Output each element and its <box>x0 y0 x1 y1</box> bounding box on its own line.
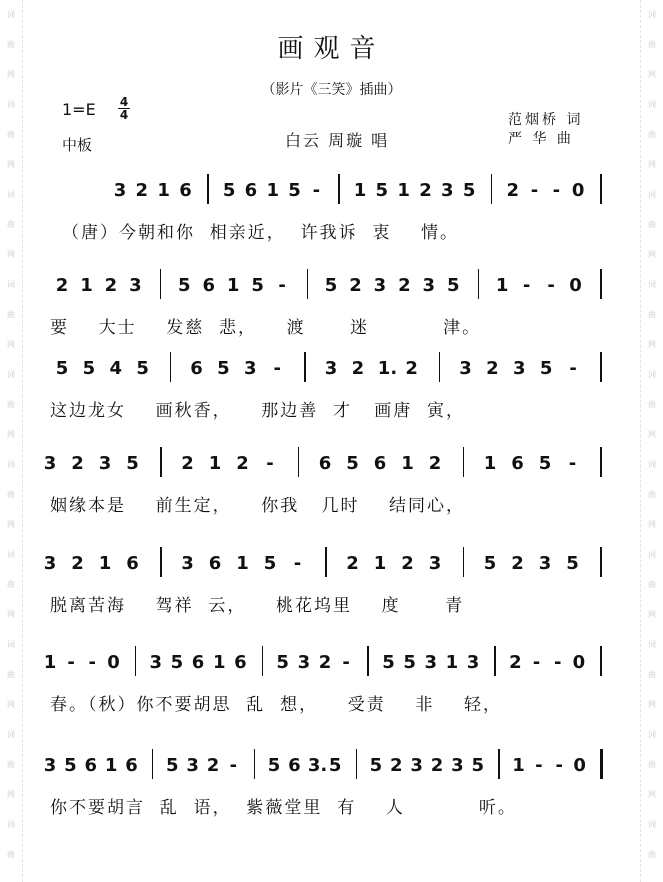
note: 3 <box>297 652 311 673</box>
barline <box>254 749 256 779</box>
note: 5 <box>538 453 552 474</box>
barline <box>498 749 500 779</box>
note: 5 <box>328 755 342 776</box>
note: 6 <box>234 652 247 673</box>
watermark-glyph: 词 <box>7 190 15 199</box>
extension-dash: - <box>312 180 321 201</box>
watermark-glyph: 词 <box>7 10 15 19</box>
note: 5 <box>375 180 389 201</box>
singers: 白云 周璇 唱 <box>285 131 390 150</box>
watermark-glyph: 词 <box>7 550 15 559</box>
watermark-glyph: 网 <box>648 70 656 79</box>
note: 5 <box>136 358 149 379</box>
watermark-glyph: 网 <box>648 790 656 799</box>
watermark-glyph: 曲 <box>7 670 15 679</box>
note: 2 <box>104 275 118 296</box>
note: 0 <box>569 275 582 296</box>
note: 2 <box>55 275 69 296</box>
note: 3 <box>98 453 112 474</box>
note: 5 <box>462 180 476 201</box>
barline <box>600 269 602 299</box>
note: 1 <box>80 275 93 296</box>
barline <box>491 174 493 204</box>
barline <box>160 547 162 577</box>
note: 0 <box>572 652 586 673</box>
note: 5 <box>288 180 301 201</box>
note: 3 <box>43 553 57 574</box>
note: 3 <box>149 652 163 673</box>
watermark-glyph: 网 <box>7 250 15 259</box>
note: 2 <box>506 180 519 201</box>
watermark-glyph: 网 <box>648 700 656 709</box>
watermark-glyph: 词 <box>648 370 656 379</box>
note: 5 <box>483 553 497 574</box>
note: 5 <box>82 358 96 379</box>
lyric-line: （唐）今朝和你 相亲近， 许我诉 衷 情。 <box>62 223 460 243</box>
watermark-glyph: 词 <box>648 100 656 109</box>
note: 3 <box>43 755 57 776</box>
watermark-glyph: 词 <box>648 190 656 199</box>
barline <box>494 646 496 676</box>
watermark-glyph: 网 <box>648 520 656 529</box>
watermark-glyph: 网 <box>648 340 656 349</box>
note: 1 <box>208 453 222 474</box>
time-signature-bottom: 4 <box>119 108 129 122</box>
note: 1 <box>512 755 525 776</box>
lyricist-credit: 范烟桥 词 <box>508 112 584 128</box>
barline <box>262 646 264 676</box>
note: 5 <box>222 180 236 201</box>
key-signature: 1=E <box>62 100 96 119</box>
note: 1 <box>373 553 387 574</box>
note: 3 <box>181 553 194 574</box>
note: 5 <box>539 358 553 379</box>
note: 6 <box>208 553 222 574</box>
extension-dash: - <box>293 553 302 574</box>
note: 6 <box>125 755 138 776</box>
note: 3 <box>43 453 57 474</box>
note: 2 <box>430 755 444 776</box>
note: 2 <box>206 755 220 776</box>
note: 1 <box>353 180 367 201</box>
note: 1 <box>236 553 249 574</box>
barline <box>600 447 602 477</box>
watermark-glyph: 网 <box>7 430 15 439</box>
barline <box>338 174 340 204</box>
watermark-glyph: 曲 <box>7 760 15 769</box>
note: 1 <box>226 275 240 296</box>
barline <box>463 547 465 577</box>
note: 6 <box>202 275 215 296</box>
barline <box>152 749 154 779</box>
note: 5 <box>170 652 184 673</box>
lyric-line: 要 大士 发慈 悲， 渡 迷 津。 <box>50 318 482 338</box>
barline <box>307 269 309 299</box>
note: 2 <box>346 553 359 574</box>
note: 3 <box>459 358 472 379</box>
extension-dash: - <box>266 453 274 474</box>
extension-dash: - <box>555 755 563 776</box>
note: 2 <box>509 652 522 673</box>
note: 2 <box>398 275 411 296</box>
extension-dash: - <box>530 180 539 201</box>
extension-dash: - <box>67 652 75 673</box>
watermark-glyph: 网 <box>7 70 15 79</box>
extension-dash: - <box>532 652 541 673</box>
barline <box>304 352 306 382</box>
watermark-glyph: 词 <box>648 730 656 739</box>
note: 1 <box>212 652 226 673</box>
note: 5 <box>55 358 69 379</box>
watermark-glyph: 词 <box>7 460 15 469</box>
watermark-glyph: 词 <box>648 280 656 289</box>
note: 1 <box>445 652 459 673</box>
note: 3 <box>410 755 423 776</box>
extension-dash: - <box>569 358 577 379</box>
watermark-glyph: 词 <box>648 10 656 19</box>
barline <box>367 646 369 676</box>
note: 6 <box>179 180 192 201</box>
note: 2 <box>71 453 84 474</box>
watermark-glyph: 网 <box>7 520 15 529</box>
note: 1 <box>401 453 414 474</box>
note: 2 <box>135 180 149 201</box>
barline <box>298 447 300 477</box>
note: 0 <box>573 755 586 776</box>
note: 1 <box>157 180 170 201</box>
note: 3 <box>451 755 464 776</box>
extension-dash: - <box>522 275 531 296</box>
note: 0 <box>571 180 585 201</box>
watermark-glyph: 曲 <box>7 310 15 319</box>
note: 6 <box>244 180 258 201</box>
note: 2 <box>390 755 403 776</box>
watermark-glyph: 曲 <box>648 670 656 679</box>
barline <box>600 547 602 577</box>
watermark-glyph: 曲 <box>648 310 656 319</box>
barline <box>356 749 358 779</box>
lyric-line: 脱离苦海 驾祥 云， 桃花坞里 度 青 <box>50 596 465 616</box>
watermark-strip-right <box>640 0 663 882</box>
watermark-glyph: 词 <box>7 730 15 739</box>
note: 5 <box>267 755 281 776</box>
note: 5 <box>276 652 289 673</box>
lyric-line: 这边龙女 画秋香， 那边善 才 画唐 寅， <box>50 401 466 421</box>
watermark-glyph: 曲 <box>648 400 656 409</box>
extension-dash: - <box>342 652 350 673</box>
watermark-glyph: 曲 <box>648 490 656 499</box>
extension-dash: - <box>88 652 97 673</box>
watermark-glyph: 词 <box>7 820 15 829</box>
watermark-strip-left <box>0 0 23 882</box>
song-title: 画观音 <box>277 34 386 64</box>
watermark-glyph: 网 <box>648 610 656 619</box>
barline <box>600 646 602 676</box>
note: 3 <box>513 358 526 379</box>
watermark-glyph: 曲 <box>7 220 15 229</box>
note: 6 <box>288 755 301 776</box>
extension-dash: - <box>553 652 562 673</box>
composer-credit: 严 华 曲 <box>508 131 574 147</box>
barline <box>207 174 209 204</box>
note: 5 <box>178 275 191 296</box>
watermark-glyph: 词 <box>7 100 15 109</box>
note: 2 <box>405 358 418 379</box>
note: 3 <box>424 652 438 673</box>
barline <box>478 269 480 299</box>
note: 6 <box>84 755 97 776</box>
watermark-glyph: 网 <box>648 160 656 169</box>
tempo-marking: 中板 <box>62 136 93 154</box>
watermark-glyph: 网 <box>7 610 15 619</box>
lyric-line: 姻缘本是 前生定， 你我 几时 结同心， <box>50 496 466 516</box>
watermark-glyph: 词 <box>7 370 15 379</box>
barline <box>325 547 327 577</box>
watermark-glyph: 词 <box>7 640 15 649</box>
watermark-glyph: 曲 <box>7 580 15 589</box>
note: 1 <box>98 553 112 574</box>
extension-dash: - <box>547 275 555 296</box>
note: 6 <box>511 453 524 474</box>
extension-dash: - <box>552 180 561 201</box>
note: 1 <box>104 755 118 776</box>
lyric-line: 春。（秋）你不要胡思 乱 想， 受责 非 轻， <box>50 695 502 715</box>
barline <box>160 447 162 477</box>
note: 5 <box>346 453 359 474</box>
watermark-glyph: 网 <box>648 430 656 439</box>
note: 2 <box>511 553 524 574</box>
time-signature <box>118 96 130 121</box>
note: 5 <box>126 453 139 474</box>
watermark-glyph: 曲 <box>648 580 656 589</box>
note: 1 <box>495 275 509 296</box>
note: 3 <box>186 755 199 776</box>
note: 3 <box>428 553 442 574</box>
watermark-glyph: 网 <box>7 160 15 169</box>
note: 6 <box>126 553 139 574</box>
watermark-glyph: 曲 <box>648 40 656 49</box>
note: 5 <box>64 755 77 776</box>
time-signature-top: 4 <box>119 95 129 109</box>
note: 1 <box>397 180 410 201</box>
note: 2 <box>419 180 432 201</box>
watermark-glyph: 网 <box>7 790 15 799</box>
note: 5 <box>471 755 485 776</box>
watermark-glyph: 词 <box>648 820 656 829</box>
note: 5 <box>403 652 416 673</box>
watermark-glyph: 曲 <box>648 850 656 859</box>
note: 6 <box>318 453 332 474</box>
note: 3. <box>307 755 328 776</box>
barline <box>600 352 602 382</box>
note: 1 <box>483 453 497 474</box>
note: 3 <box>129 275 142 296</box>
note: 0 <box>107 652 120 673</box>
barline <box>463 447 465 477</box>
note: 3 <box>373 275 387 296</box>
final-barline <box>600 749 603 779</box>
watermark-glyph: 曲 <box>7 130 15 139</box>
note: 2 <box>428 453 442 474</box>
note: 5 <box>217 358 230 379</box>
barline <box>160 269 162 299</box>
note: 5 <box>566 553 579 574</box>
watermark-glyph: 曲 <box>648 130 656 139</box>
watermark-glyph: 词 <box>648 640 656 649</box>
note: 5 <box>263 553 277 574</box>
barline <box>170 352 172 382</box>
extension-dash: - <box>568 453 577 474</box>
note: 6 <box>373 453 387 474</box>
watermark-glyph: 曲 <box>7 850 15 859</box>
barline <box>439 352 441 382</box>
note: 6 <box>190 358 203 379</box>
watermark-glyph: 曲 <box>7 490 15 499</box>
watermark-glyph: 曲 <box>648 220 656 229</box>
note: 2 <box>486 358 499 379</box>
watermark-glyph: 网 <box>648 250 656 259</box>
watermark-glyph: 曲 <box>7 400 15 409</box>
barline <box>135 646 137 676</box>
note: 1. <box>377 358 398 379</box>
extension-dash: - <box>278 275 286 296</box>
note: 2 <box>71 553 84 574</box>
note: 1 <box>266 180 279 201</box>
extension-dash: - <box>229 755 238 776</box>
watermark-glyph: 曲 <box>7 40 15 49</box>
note: 5 <box>382 652 395 673</box>
note: 2 <box>351 358 365 379</box>
note: 3 <box>441 180 454 201</box>
note: 2 <box>236 453 249 474</box>
extension-dash: - <box>535 755 543 776</box>
watermark-glyph: 词 <box>7 280 15 289</box>
note: 3 <box>538 553 552 574</box>
note: 3 <box>422 275 436 296</box>
note: 5 <box>165 755 179 776</box>
note: 2 <box>349 275 362 296</box>
watermark-glyph: 曲 <box>648 760 656 769</box>
song-subtitle: （影片《三笑》插曲） <box>261 82 402 98</box>
watermark-glyph: 网 <box>7 700 15 709</box>
note: 1 <box>43 652 57 673</box>
note: 2 <box>318 652 332 673</box>
note: 5 <box>324 275 338 296</box>
note: 3 <box>244 358 257 379</box>
note: 2 <box>401 553 414 574</box>
barline <box>600 174 602 204</box>
note: 5 <box>251 275 264 296</box>
note: 5 <box>369 755 383 776</box>
note: 3 <box>324 358 338 379</box>
note: 3 <box>466 652 480 673</box>
note: 6 <box>191 652 205 673</box>
watermark-glyph: 词 <box>648 550 656 559</box>
note: 3 <box>113 180 127 201</box>
note: 2 <box>181 453 194 474</box>
note: 4 <box>109 358 123 379</box>
watermark-glyph: 词 <box>648 460 656 469</box>
lyric-line: 你不要胡言 乱 语， 紫薇堂里 有 人 听。 <box>50 798 517 818</box>
watermark-glyph: 网 <box>7 340 15 349</box>
extension-dash: - <box>273 358 281 379</box>
note: 5 <box>447 275 460 296</box>
